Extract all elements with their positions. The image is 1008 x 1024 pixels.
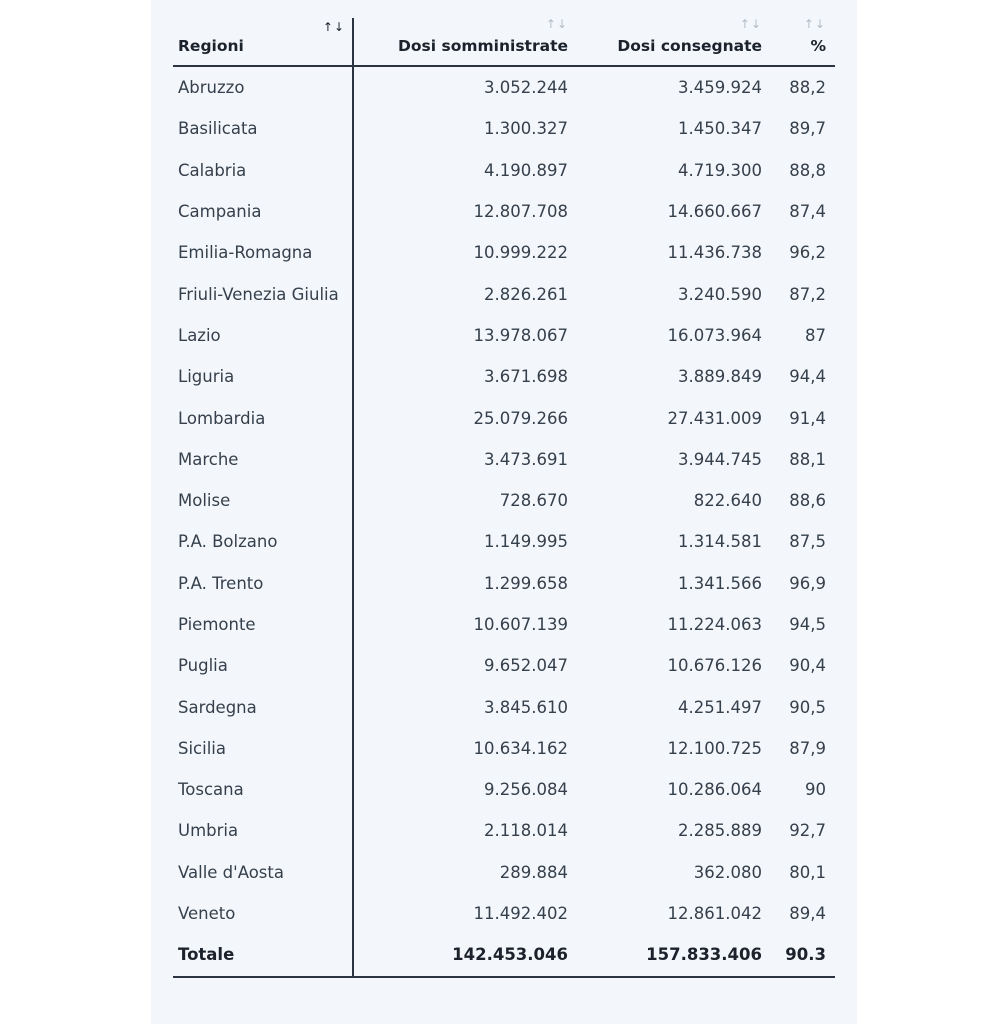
header-regioni[interactable]: [173, 18, 353, 65]
cell-percent: 96,9: [789, 573, 826, 593]
cell-consegnate: 10.676.126: [667, 656, 762, 676]
table-row-total: [173, 934, 835, 977]
table-body: [173, 67, 835, 978]
table-row: [173, 191, 835, 232]
vaccine-doses-table: [173, 18, 835, 978]
table-row: [173, 604, 835, 645]
table-row: [173, 521, 835, 562]
cell-regione: Liguria: [178, 367, 235, 387]
cell-regione: Lazio: [178, 325, 221, 345]
cell-total-somministrate: 142.453.046: [452, 945, 568, 965]
cell-regione: Valle d'Aosta: [178, 862, 284, 882]
cell-consegnate: 27.431.009: [667, 408, 762, 428]
header-regioni-label: Regioni: [178, 37, 244, 55]
cell-consegnate: 3.240.590: [678, 284, 762, 304]
cell-percent: 87,5: [789, 532, 826, 552]
table-row: [173, 893, 835, 934]
header-percent[interactable]: [762, 17, 826, 65]
table-row: [173, 108, 835, 149]
sort-arrows-icon[interactable]: ↑↓: [739, 17, 762, 31]
table-row: [173, 315, 835, 356]
cell-regione: P.A. Bolzano: [178, 532, 278, 552]
table-row: [173, 810, 835, 851]
sort-arrows-icon[interactable]: ↑↓: [545, 17, 568, 31]
cell-somministrate: 3.671.698: [484, 367, 568, 387]
cell-percent: 91,4: [789, 408, 826, 428]
cell-somministrate: 3.052.244: [484, 78, 568, 98]
cell-consegnate: 822.640: [693, 491, 762, 511]
cell-regione: P.A. Trento: [178, 573, 264, 593]
cell-percent: 88,1: [789, 449, 826, 469]
header-dosi-consegnate-label: Dosi consegnate: [617, 37, 762, 55]
cell-regione: Sardegna: [178, 697, 257, 717]
cell-somministrate: 3.473.691: [484, 449, 568, 469]
cell-percent: 89,4: [789, 904, 826, 924]
header-dosi-somministrate[interactable]: [353, 17, 568, 65]
cell-somministrate: 728.670: [499, 491, 568, 511]
cell-regione: Campania: [178, 202, 262, 222]
header-percent-label: %: [810, 37, 826, 55]
cell-percent: 87,4: [789, 202, 826, 222]
cell-consegnate: 362.080: [693, 862, 762, 882]
table-row: [173, 67, 835, 108]
cell-regione: Friuli-Venezia Giulia: [178, 284, 339, 304]
cell-regione: Lombardia: [178, 408, 266, 428]
cell-somministrate: 1.149.995: [484, 532, 568, 552]
table-row: [173, 728, 835, 769]
table-row: [173, 439, 835, 480]
table-panel: [151, 0, 857, 1024]
cell-percent: 80,1: [789, 862, 826, 882]
cell-consegnate: 10.286.064: [667, 780, 762, 800]
sort-arrows-icon[interactable]: ↑↓: [322, 20, 345, 34]
cell-consegnate: 1.341.566: [678, 573, 762, 593]
cell-consegnate: 4.251.497: [678, 697, 762, 717]
cell-percent: 90,5: [789, 697, 826, 717]
cell-somministrate: 12.807.708: [473, 202, 568, 222]
cell-somministrate: 3.845.610: [484, 697, 568, 717]
cell-regione: Abruzzo: [178, 78, 245, 98]
cell-regione: Veneto: [178, 904, 236, 924]
cell-regione: Sicilia: [178, 738, 226, 758]
cell-consegnate: 3.459.924: [678, 78, 762, 98]
cell-somministrate: 11.492.402: [473, 904, 568, 924]
cell-consegnate: 2.285.889: [678, 821, 762, 841]
cell-total-consegnate: 157.833.406: [646, 945, 762, 965]
cell-somministrate: 4.190.897: [484, 160, 568, 180]
table-row: [173, 769, 835, 810]
cell-somministrate: 25.079.266: [473, 408, 568, 428]
cell-consegnate: 3.944.745: [678, 449, 762, 469]
cell-regione: Basilicata: [178, 119, 258, 139]
cell-somministrate: 1.300.327: [484, 119, 568, 139]
cell-total-percent: 90.3: [785, 945, 826, 965]
cell-regione: Marche: [178, 449, 239, 469]
table-row: [173, 356, 835, 397]
table-header: [173, 18, 835, 67]
table-row: [173, 273, 835, 314]
cell-regione: Umbria: [178, 821, 239, 841]
cell-somministrate: 10.634.162: [473, 738, 568, 758]
table-row: [173, 852, 835, 893]
cell-somministrate: 9.652.047: [484, 656, 568, 676]
cell-regione: Toscana: [178, 780, 244, 800]
cell-consegnate: 1.314.581: [678, 532, 762, 552]
header-dosi-somministrate-label: Dosi somministrate: [398, 37, 568, 55]
cell-consegnate: 11.436.738: [667, 243, 762, 263]
cell-somministrate: 13.978.067: [473, 325, 568, 345]
cell-consegnate: 1.450.347: [678, 119, 762, 139]
cell-percent: 90: [805, 780, 826, 800]
table-row: [173, 480, 835, 521]
cell-consegnate: 4.719.300: [678, 160, 762, 180]
cell-percent: 87,9: [789, 738, 826, 758]
cell-regione: Molise: [178, 491, 231, 511]
table-row: [173, 232, 835, 273]
cell-somministrate: 10.999.222: [473, 243, 568, 263]
cell-percent: 90,4: [789, 656, 826, 676]
cell-percent: 88,2: [789, 78, 826, 98]
cell-consegnate: 12.861.042: [667, 904, 762, 924]
cell-somministrate: 2.118.014: [484, 821, 568, 841]
cell-consegnate: 11.224.063: [667, 615, 762, 634]
table-row: [173, 397, 835, 438]
cell-percent: 96,2: [789, 243, 826, 263]
table-row: [173, 150, 835, 191]
cell-percent: 92,7: [789, 821, 826, 841]
cell-regione: Calabria: [178, 160, 247, 180]
cell-regione: Piemonte: [178, 615, 256, 634]
cell-consegnate: 16.073.964: [667, 325, 762, 345]
cell-somministrate: 289.884: [499, 862, 568, 882]
table-row: [173, 563, 835, 604]
cell-somministrate: 10.607.139: [473, 615, 568, 634]
cell-somministrate: 9.256.084: [484, 780, 568, 800]
cell-percent: 87: [805, 325, 826, 345]
cell-percent: 89,7: [789, 119, 826, 139]
cell-consegnate: 3.889.849: [678, 367, 762, 387]
cell-percent: 88,6: [789, 491, 826, 511]
cell-consegnate: 12.100.725: [667, 738, 762, 758]
cell-somministrate: 1.299.658: [484, 573, 568, 593]
header-dosi-consegnate[interactable]: [568, 17, 762, 65]
cell-percent: 94,4: [789, 367, 826, 387]
sort-arrows-icon[interactable]: ↑↓: [803, 17, 826, 31]
cell-consegnate: 14.660.667: [667, 202, 762, 222]
cell-regione: Puglia: [178, 656, 228, 676]
cell-percent: 88,8: [789, 160, 826, 180]
cell-percent: 94,5: [789, 615, 826, 634]
cell-percent: 87,2: [789, 284, 826, 304]
table-row: [173, 686, 835, 727]
table-row: [173, 645, 835, 686]
cell-regione: Emilia-Romagna: [178, 243, 313, 263]
cell-somministrate: 2.826.261: [484, 284, 568, 304]
cell-total-label: Totale: [178, 945, 235, 965]
